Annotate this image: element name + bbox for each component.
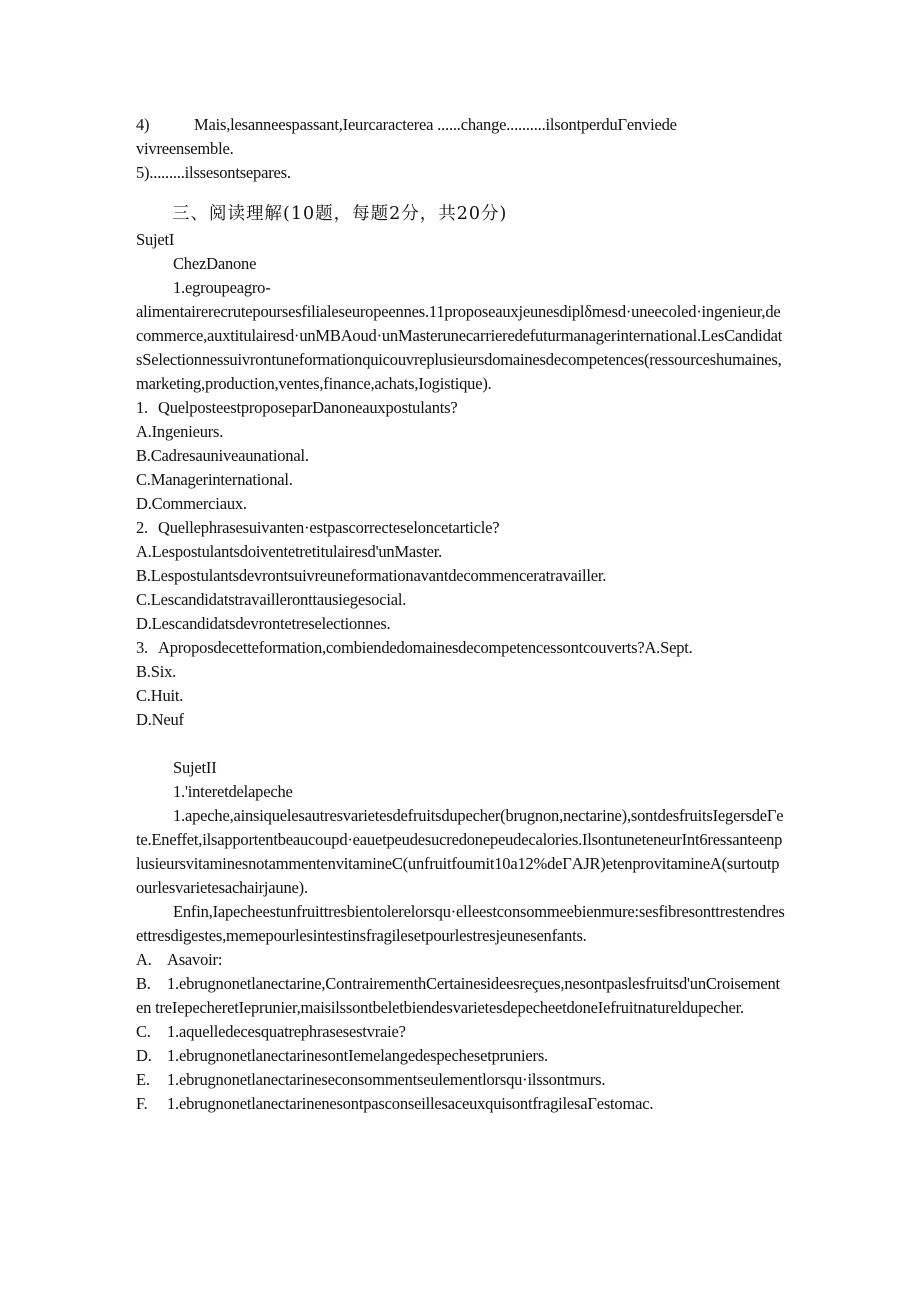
question-1-option-d: D.Commerciaux. xyxy=(136,494,247,513)
question-1-number: 1. xyxy=(136,398,148,417)
question-2-option-b: B.Lespostulantsdevrontsuivreuneformationavantdecommenceratravailler. xyxy=(136,566,607,585)
document-page xyxy=(136,113,786,1116)
question-2-option-d: D.Lescandidatsdevrontetreselectionnes. xyxy=(136,614,391,633)
item-b-text: 1.ebrugnonetlanectarine,ContrairementhCertainesideesreçues,nesontpaslesfruitsd'unCroisementen treIepecheretIeprunier,maisilssontbeletbiendesvarietesdepecheetdoneIefruitnatureldupecher. xyxy=(136,974,780,1017)
sujet-1-title: ChezDanone xyxy=(173,254,257,273)
sujet-2-item-c xyxy=(136,1020,786,1044)
item-d-text: 1.ebrugnonetlanectarinesontIemelangedespechesetpruniers. xyxy=(167,1046,548,1065)
item-b-label: B. xyxy=(136,974,151,993)
sujet-2-paragraph-2: Enfin,Iapecheestunfruittresbientolerelorsqu·elleestconsommeebienmure:sesfibresonttrestendresettresdigestes,memepourlesintestinsfragilesetpourlestresjeunesenfants. xyxy=(136,902,785,945)
question-3-text: Aproposdecetteformation,combiendedomainesdecompetencessontcouverts?A.Sept. xyxy=(158,638,693,657)
sujet-1-label: SujetI xyxy=(136,230,175,249)
item-f-label: F. xyxy=(136,1094,148,1113)
question-3-option-b: B.Six. xyxy=(136,662,177,681)
question-4-text: Mais,lesanneespassant,Ieurcaracterea ......change..........ilsontperduΓenviede xyxy=(194,115,677,134)
item-e-text: 1.ebrugnonetlanectarineseconsommentseulementlorsqu·ilssontmurs. xyxy=(167,1070,606,1089)
item-a-text: Asavoir: xyxy=(167,950,223,969)
question-3-number: 3. xyxy=(136,638,148,657)
question-2-option-c: C.Lescandidatstravailleronttausiegesocial. xyxy=(136,590,407,609)
question-3-option-c: C.Huit. xyxy=(136,686,184,705)
question-4-continuation: vivreensemble. xyxy=(136,139,234,158)
question-2 xyxy=(136,516,786,540)
item-c-label: C. xyxy=(136,1022,151,1041)
sujet-2-title: 1.'interetdelapeche xyxy=(173,782,293,801)
question-5: 5).........ilssesontsepares. xyxy=(136,163,291,182)
question-4 xyxy=(136,113,786,137)
question-3 xyxy=(136,636,786,660)
item-a-label: A. xyxy=(136,950,152,969)
sujet-2-item-a xyxy=(136,948,786,972)
sujet-2-paragraph-1: 1.apeche,ainsiquelesautresvarietesdefruitsdupecher(brugnon,nectarine),sontdesfruitsIegersdeΓete.Eneffet,ilsapportentbeaucoupd·eauetpeudesucredonepeudecalories.IlsontuneteneurInt6ressanteenplusieursvitaminesnotammentenvitamineC(unfruitfoumit10a12%deΓAJR)etenprovitamineA(surtoutpourlesvarietesachairjaune). xyxy=(136,806,784,897)
sujet-2-label: SujetII xyxy=(173,758,217,777)
question-2-option-a: A.Lespostulantsdoiventetretitulairesd'unMaster. xyxy=(136,542,443,561)
sujet-2-item-d xyxy=(136,1044,786,1068)
question-2-text: Quellephrasesuivanten·estpascorrecteseloncetarticle? xyxy=(158,518,500,537)
sujet-2-item-b xyxy=(136,972,786,1020)
question-1-text: QuelposteestproposeparDanoneauxpostulants? xyxy=(158,398,458,417)
question-1-option-c: C.Managerinternational. xyxy=(136,470,293,489)
question-2-number: 2. xyxy=(136,518,148,537)
question-1 xyxy=(136,396,786,420)
section-title-reading: 三、阅读理解(10题，每题2分，共20分) xyxy=(172,204,508,224)
question-3-option-d: D.Neuf xyxy=(136,710,184,729)
sujet-2-item-e xyxy=(136,1068,786,1092)
sujet-2-item-f xyxy=(136,1092,786,1116)
question-4-number: 4) xyxy=(136,115,150,134)
item-c-text: 1.aquelledecesquatrephrasesestvraie? xyxy=(167,1022,406,1041)
item-f-text: 1.ebrugnonetlanectarinenesontpasconseillesaceuxquisontfragilesaΓestomac. xyxy=(167,1094,654,1113)
sujet-1-paragraph: alimentairerecrutepoursesfilialeseuropeennes.11proposeauxjeunesdiplδmesd·uneecoled·ingenieur,decommerce,auxtitulairesd·unMBAoud·unMasterunecarrieredefuturmanagerinternational.LesCandidatsSelectionnessuivrontuneformationquicouvreplusieursdomainesdecompetences(ressourceshumaines,marketing,production,ventes,finance,achats,Iogistique). xyxy=(136,302,783,393)
question-1-option-a: A.Ingenieurs. xyxy=(136,422,224,441)
question-1-option-b: B.Cadresauniveaunational. xyxy=(136,446,309,465)
item-e-label: E. xyxy=(136,1070,150,1089)
item-d-label: D. xyxy=(136,1046,152,1065)
sujet-1-paragraph-start: 1.egroupeagro- xyxy=(173,278,271,297)
